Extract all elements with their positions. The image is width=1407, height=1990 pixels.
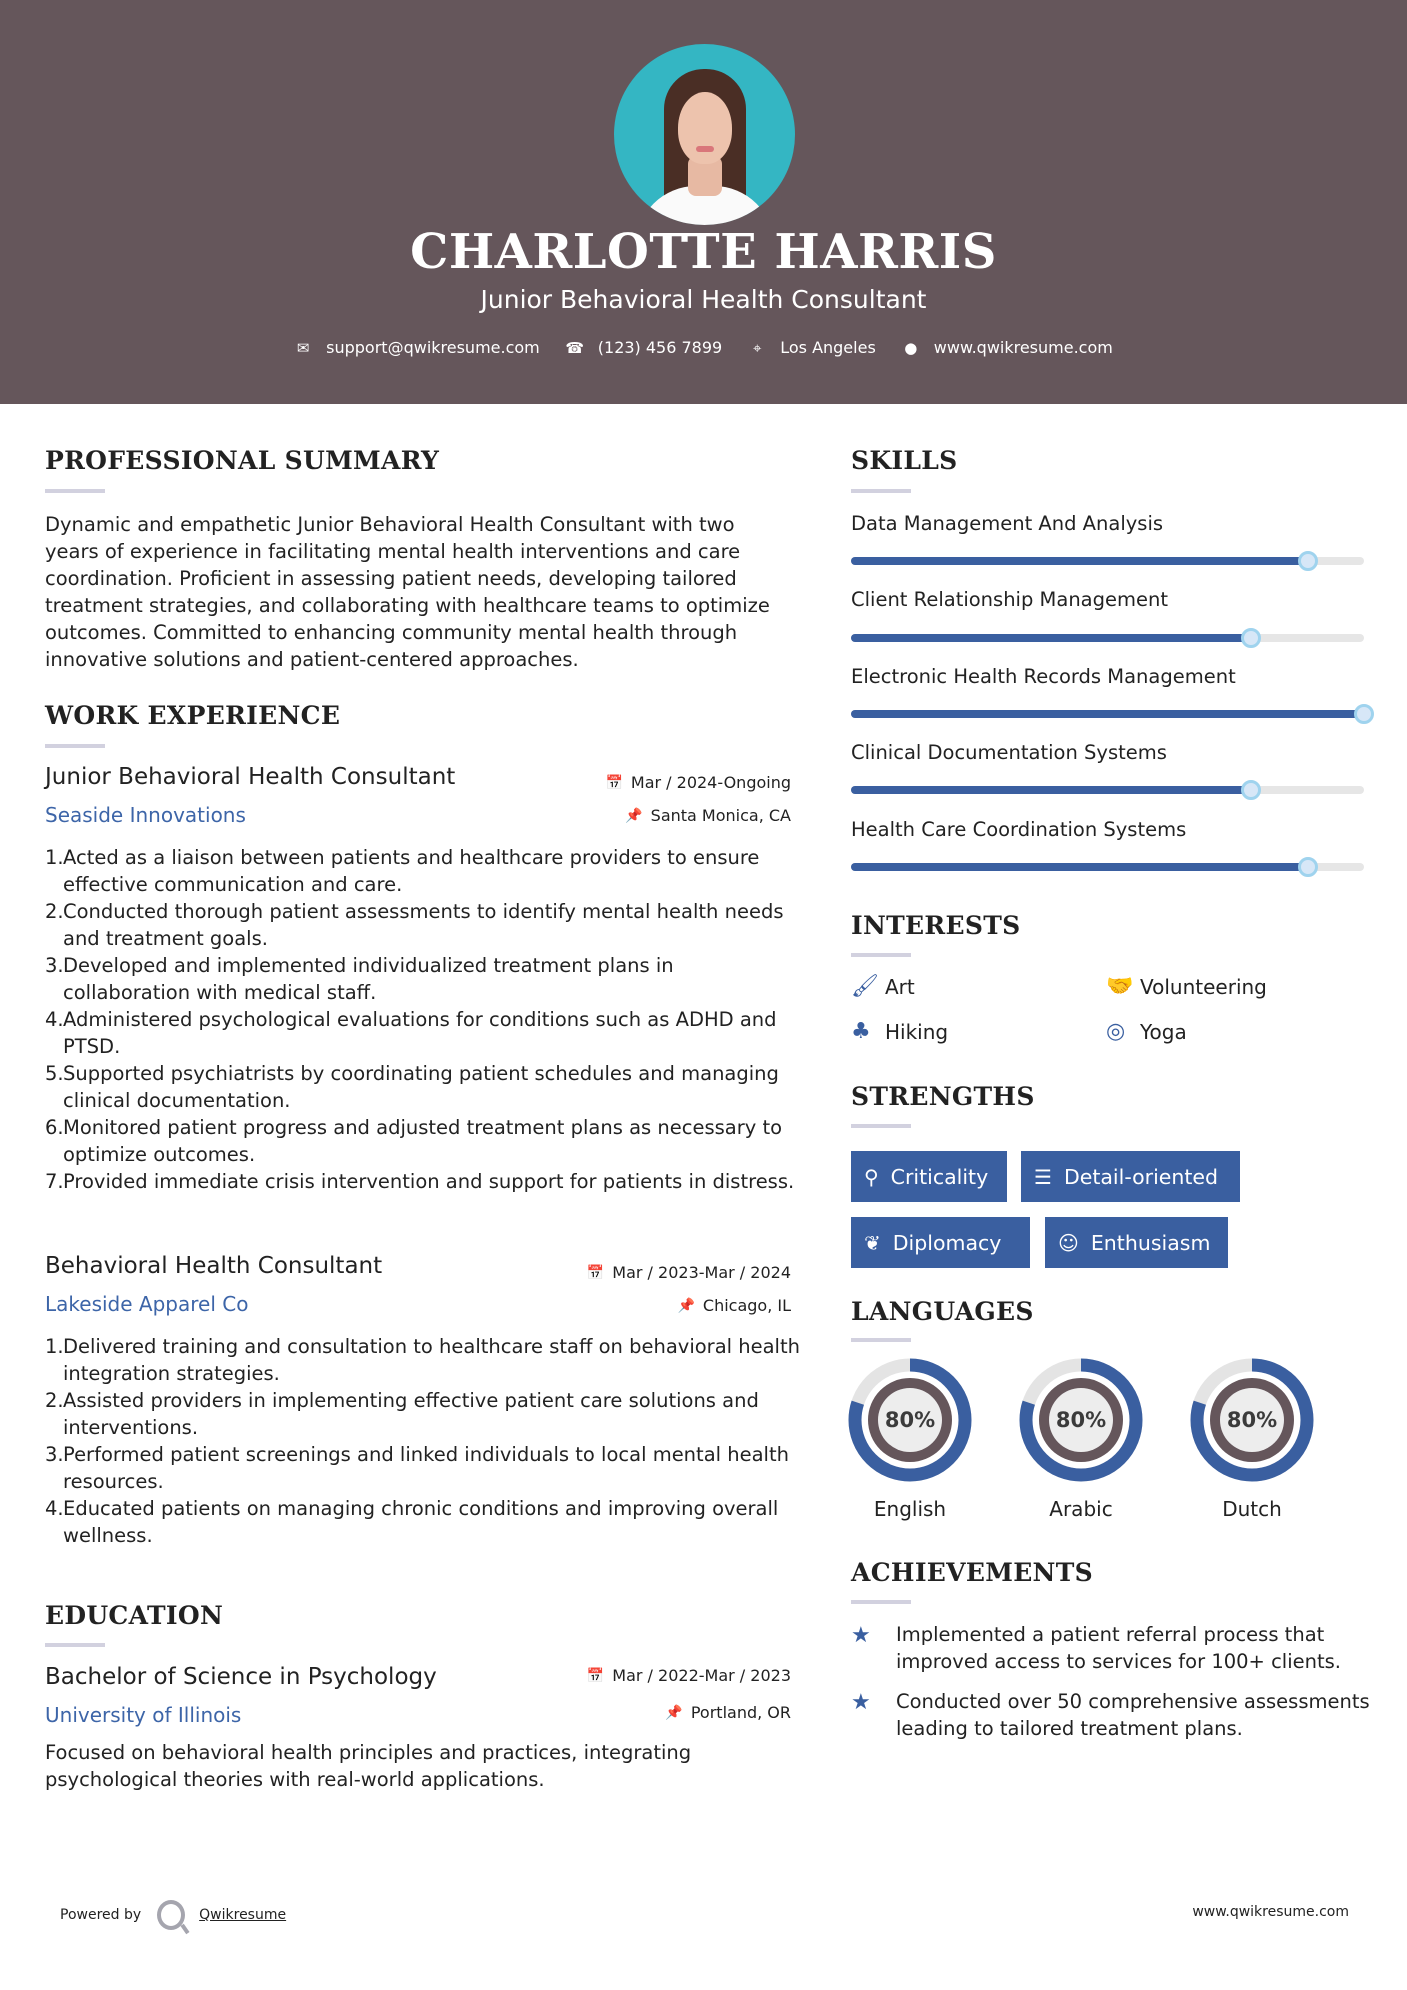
job-company: Lakeside Apparel Co [45, 1292, 249, 1316]
language-progress-ring [848, 1358, 972, 1482]
job-dates: 📅 Mar / 2024-Ongoing [605, 773, 791, 792]
skill-knob [1241, 628, 1261, 648]
contact-website[interactable]: ● www.qwikresume.com [902, 338, 1113, 357]
summary-heading-rule [45, 489, 105, 493]
contact-row [0, 338, 1407, 357]
candidate-name: CHARLOTTE HARRIS [410, 224, 997, 280]
calendar-icon: 📅 [586, 1667, 605, 1684]
globe-icon: ● [904, 338, 918, 357]
list-item: 1. Acted as a liaison between patients and healthcare providers to ensure effective communication and care. [45, 846, 760, 896]
pushpin-icon: 📌 [625, 807, 643, 824]
skill-label: Health Care Coordination Systems [851, 818, 1187, 841]
skill-knob [1298, 857, 1318, 877]
languages-heading-rule [851, 1338, 911, 1342]
skill-bar [851, 710, 1364, 718]
list-item: 3. Performed patient screenings and linked individuals to local mental health resources. [45, 1443, 789, 1493]
search-icon: ⚲ [864, 1164, 879, 1189]
skill-knob [1298, 551, 1318, 571]
contact-phone[interactable]: ☎ (123) 456 7899 [565, 338, 723, 357]
paintbrush-icon: 🖌 [851, 974, 879, 999]
job-title: Junior Behavioral Health Consultant [45, 764, 456, 790]
strength-badge: ❦ Diplomacy [851, 1217, 1030, 1268]
language-progress-ring [1190, 1358, 1314, 1482]
contact-location: ⌖ Los Angeles [748, 338, 876, 357]
map-marker-icon: ⌖ [752, 338, 762, 357]
strength-badge: ☺ Enthusiasm [1045, 1217, 1228, 1268]
list-item: 4. Administered psychological evaluations for conditions such as ADHD and PTSD. [45, 1008, 777, 1058]
strengths-heading: STRENGTHS [851, 1082, 1035, 1111]
interests-heading-rule [851, 953, 911, 957]
calendar-icon: 📅 [586, 1264, 605, 1281]
handshake-icon: 🤝 [1106, 974, 1134, 999]
languages-heading: LANGUAGES [851, 1297, 1034, 1326]
list-item: 2. Assisted providers in implementing effective patient care solutions and interventions. [45, 1389, 759, 1439]
interest-art: 🖌 Art [851, 974, 915, 999]
interest-volunteering: 🤝 Volunteering [1106, 974, 1267, 999]
pushpin-icon: 📌 [665, 1704, 683, 1721]
list-item: 2. Conducted thorough patient assessments to identify mental health needs and treatment goals. [45, 900, 784, 950]
strength-badge: ⚲ Criticality [851, 1151, 1007, 1202]
star-icon: ★ [851, 1623, 871, 1648]
handshake-icon: ❦ [864, 1230, 881, 1255]
candidate-role: Junior Behavioral Health Consultant [480, 285, 927, 314]
summary-heading: PROFESSIONAL SUMMARY [45, 446, 440, 475]
qwikresume-link[interactable]: Qwikresume [199, 1907, 287, 1923]
achievement-item: ★ Implemented a patient referral process that improved access to services for 100+ clients. [851, 1623, 1341, 1673]
language-percent: 80% [1055, 1408, 1107, 1432]
interest-hiking: ♣ Hiking [851, 1019, 949, 1044]
job-title: Behavioral Health Consultant [45, 1253, 383, 1279]
skill-label: Electronic Health Records Management [851, 665, 1236, 688]
language-name: English [873, 1497, 947, 1521]
skills-heading-rule [851, 489, 911, 493]
list-item: 5. Supported psychiatrists by coordinating patient schedules and managing clinical documentation. [45, 1062, 779, 1112]
language-english [848, 1358, 972, 1521]
language-progress-ring [1019, 1358, 1143, 1482]
list-item: 7. Provided immediate crisis intervention and support for patients in distress. [45, 1170, 795, 1193]
skill-bar [851, 863, 1364, 871]
school-name: University of Illinois [45, 1703, 242, 1727]
language-name: Arabic [1049, 1497, 1113, 1521]
calendar-icon: 📅 [605, 774, 623, 791]
language-name: Dutch [1222, 1497, 1282, 1521]
phone-icon: ☎ [565, 338, 585, 357]
tree-icon: ♣ [851, 1019, 871, 1044]
skill-label: Clinical Documentation Systems [851, 741, 1167, 764]
job-location: 📌 Santa Monica, CA [625, 806, 791, 825]
envelope-icon: ✉ [296, 338, 310, 357]
experience-heading: WORK EXPERIENCE [45, 701, 341, 730]
resume-header [0, 0, 1407, 404]
education-location: 📌 Portland, OR [665, 1703, 791, 1722]
powered-by: Powered by Qwikresume [60, 1900, 286, 1930]
job-bullets [45, 1333, 800, 1549]
language-arabic [1019, 1358, 1143, 1521]
language-percent: 80% [884, 1408, 936, 1432]
education-heading: EDUCATION [45, 1601, 224, 1630]
profile-photo [614, 44, 795, 225]
list-icon: ☰ [1034, 1164, 1052, 1189]
list-item: 4. Educated patients on managing chronic conditions and improving overall wellness. [45, 1497, 779, 1547]
achievements-heading: ACHIEVEMENTS [851, 1558, 1093, 1587]
language-dutch [1190, 1358, 1314, 1521]
achievements-heading-rule [851, 1600, 911, 1604]
skill-bar [851, 786, 1364, 794]
list-item: 6. Monitored patient progress and adjusted treatment plans as necessary to optimize outcomes. [45, 1116, 783, 1166]
interest-yoga: ◎ Yoga [1106, 1019, 1187, 1044]
star-icon: ★ [851, 1690, 871, 1715]
skill-label: Data Management And Analysis [851, 512, 1164, 535]
job-bullets [45, 844, 800, 1195]
achievement-item: ★ Conducted over 50 comprehensive assessments leading to tailored treatment plans. [851, 1690, 1370, 1740]
footer-website[interactable]: www.qwikresume.com [1192, 1904, 1349, 1920]
qwikresume-logo-icon [157, 1900, 185, 1930]
skill-knob [1241, 780, 1261, 800]
summary-text: Dynamic and empathetic Junior Behavioral Health Consultant with two years of experience in facilitating mental health interventions and care coordination. Proficient in assessing patient needs, developing tailored treatment strategies, and collaborating with healthcare teams to optimize outcomes. Committed to enhancing community mental health through innovative solutions and patient-centered approaches. [45, 513, 770, 671]
job-company: Seaside Innovations [45, 803, 246, 827]
degree-title: Bachelor of Science in Psychology [45, 1664, 437, 1690]
interests-heading: INTERESTS [851, 911, 1021, 940]
skill-label: Client Relationship Management [851, 588, 1169, 611]
education-heading-rule [45, 1643, 105, 1647]
strengths-heading-rule [851, 1124, 911, 1128]
life-ring-icon: ◎ [1106, 1019, 1126, 1044]
pushpin-icon: 📌 [677, 1297, 695, 1314]
skill-bar [851, 634, 1364, 642]
skill-knob [1354, 704, 1374, 724]
experience-heading-rule [45, 744, 105, 748]
list-item: 3. Developed and implemented individualized treatment plans in collaboration with medical staff. [45, 954, 674, 1004]
smile-icon: ☺ [1058, 1230, 1079, 1255]
strength-badge: ☰ Detail-oriented [1021, 1151, 1240, 1202]
skills-heading: SKILLS [851, 446, 958, 475]
list-item: 1. Delivered training and consultation to healthcare staff on behavioral health integration strategies. [45, 1335, 800, 1385]
job-dates: 📅 Mar / 2023-Mar / 2024 [586, 1263, 791, 1282]
skill-bar [851, 557, 1364, 565]
contact-email[interactable]: ✉ support@qwikresume.com [294, 338, 540, 357]
language-percent: 80% [1226, 1408, 1278, 1432]
education-description: Focused on behavioral health principles and practices, integrating psychological theories with real-world applications. [45, 1741, 692, 1791]
job-location: 📌 Chicago, IL [677, 1296, 791, 1315]
education-dates: 📅 Mar / 2022-Mar / 2023 [586, 1666, 791, 1685]
